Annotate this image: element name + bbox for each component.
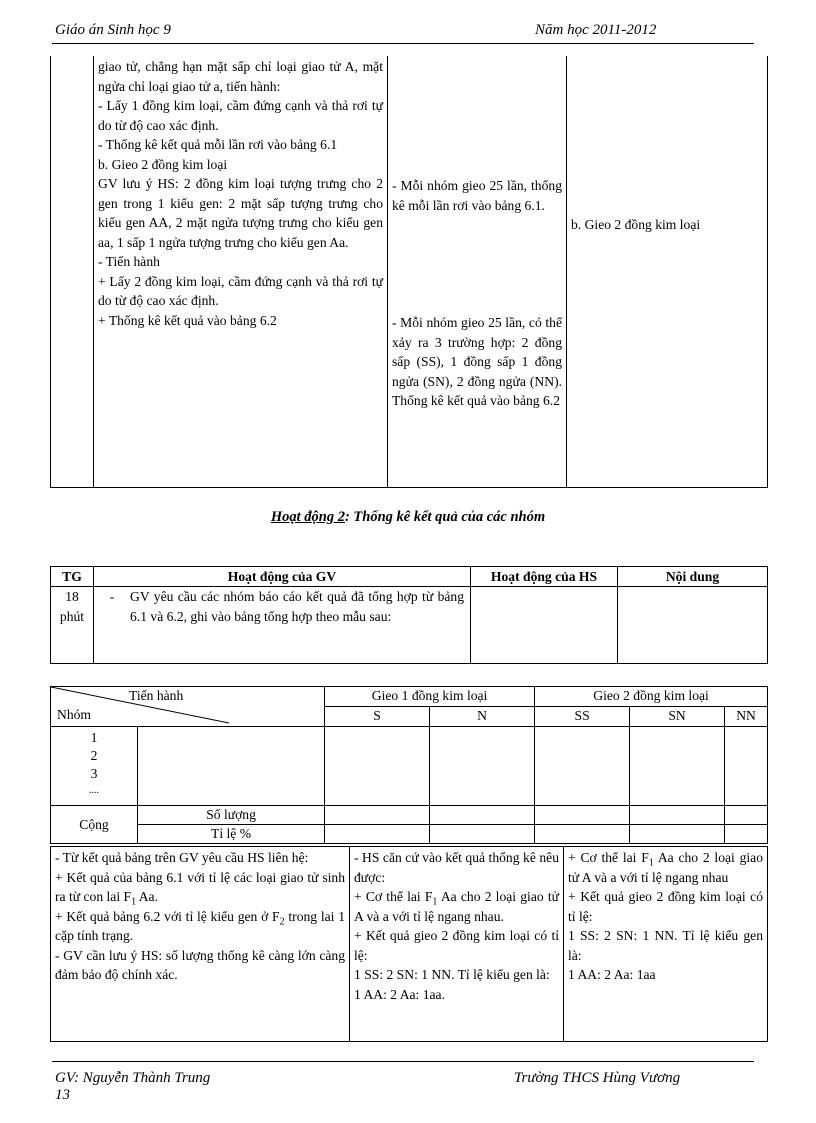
group-row: 3 <box>90 766 98 781</box>
data-cell <box>630 806 725 825</box>
data-cell <box>325 825 430 844</box>
gv-text-line: giao tử, chẳng hạn mặt sấp chỉ loại giao tử A, mặt ngửa chỉ loại giao tử a, tiến hành: <box>98 59 383 94</box>
hs-line-text: + Cơ thể lai F <box>354 889 433 904</box>
nd-line-text: Aa cho 2 loại giao tử A và a với tỉ lệ ngang nhau <box>568 850 763 885</box>
gv-text-line: - Thống kê kết quả mỗi lần rơi vào bảng 6.1 <box>98 137 338 152</box>
content-text: b. Gieo 2 đồng kim loại <box>571 217 701 232</box>
gv-line: - GV cần lưu ý HS: số lượng thống kê càng lớn càng đảm bảo độ chính xác. <box>55 947 345 982</box>
group-row: .... <box>89 785 99 796</box>
data-cell <box>325 806 430 825</box>
nd-line-text: + Cơ thể lai F <box>568 850 649 865</box>
gv-text-line: GV lưu ý HS: 2 đồng kim loại tượng trưng cho 2 gen trong 1 kiểu gen: 2 mặt sấp tượng trưng cho kiểu gen AA, 2 mặt ngửa tượng trưng cho kiểu gen aa, 1 sấp 1 ngửa tượng trưng cho kiểu gen Aa. <box>98 176 383 250</box>
hs-line: - HS căn cứ vào kết quả thống kê nêu được: <box>354 850 559 885</box>
group-row: 1 <box>90 730 98 745</box>
hs-text-b: - Mỗi nhóm gieo 25 lần, có thể xảy ra 3 trường hợp: 2 đồng sấp (SS), 1 đồng sấp 1 đồng ngửa (SN), 2 đồng ngửa (NN). Thống kê kết quả vào bảng 6.2 <box>392 315 562 408</box>
activity-table <box>50 566 768 664</box>
total-percent-label: Tỉ lệ % <box>138 825 325 844</box>
footer-school: Trường THCS Hùng Vương <box>514 1070 681 1086</box>
section-title <box>0 509 816 526</box>
data-cell <box>535 806 630 825</box>
header-gv: Hoạt động của GV <box>94 567 471 587</box>
data-cell <box>725 825 768 844</box>
subscript: 1 <box>648 857 654 869</box>
gv-text-line: + Lấy 2 đồng kim loại, cầm đứng cạnh và thả rơi tự do từ độ cao xác định. <box>98 273 383 308</box>
data-cell <box>630 727 725 806</box>
subscript: 1 <box>131 896 137 908</box>
section-title-text: : Thống kê kết quả của các nhóm <box>344 509 546 525</box>
header-subject: Giáo án Sinh học 9 <box>55 22 171 38</box>
gv-text-line: - Tiến hành <box>98 254 160 269</box>
time-value <box>51 587 94 664</box>
col-ss: SS <box>535 707 630 727</box>
bullet: - <box>109 589 115 604</box>
hs-activity <box>471 587 618 664</box>
gv-line: - Từ kết quả bảng trên GV yêu cầu HS liên hệ: <box>55 850 309 865</box>
group-numbers <box>51 727 138 806</box>
time-text: 18 phút <box>59 589 85 624</box>
gv-text-line: b. Gieo 2 đồng kim loại <box>98 156 228 172</box>
gv-text-line: - Lấy 1 đồng kim loại, cầm đứng cạnh và thả rơi tự do từ độ cao xác định. <box>98 98 383 133</box>
subscript: 2 <box>279 916 285 928</box>
total-label: Cộng <box>51 806 138 844</box>
group-row: 2 <box>90 748 98 763</box>
subscript: 1 <box>432 896 438 908</box>
nd-line: 1 SS: 2 SN: 1 NN. Tỉ lệ kiểu gen là: <box>568 928 763 963</box>
col-s: S <box>325 707 430 727</box>
gv-discussion <box>51 847 350 1042</box>
data-cell <box>430 825 535 844</box>
data-cell <box>325 727 430 806</box>
discussion-table <box>50 846 768 1042</box>
col-sn: SN <box>630 707 725 727</box>
data-cell <box>430 806 535 825</box>
hs-line: + Kết quả gieo 2 đồng kim loại có tỉ lệ: <box>354 928 559 963</box>
nd-line: + Kết quả gieo 2 đồng kim loại có tỉ lệ: <box>568 889 763 924</box>
gv-line-text: Aa. <box>136 889 158 904</box>
footer-teacher: GV: Nguyễn Thành Trung <box>55 1070 211 1086</box>
gv-activity <box>94 587 471 664</box>
gv-line <box>55 868 345 907</box>
teacher-activity-cell <box>94 56 388 488</box>
hs-discussion <box>350 847 564 1042</box>
corner-top-label: Tiến hành <box>129 688 184 703</box>
continuation-table <box>50 56 768 488</box>
blank-cell <box>138 727 325 806</box>
stats-table <box>50 686 768 844</box>
group2-header: Gieo 2 đồng kim loại <box>535 687 768 707</box>
col-nn: NN <box>725 707 768 727</box>
content-cell <box>567 56 768 488</box>
col-n: N <box>430 707 535 727</box>
group1-header: Gieo 1 đồng kim loại <box>325 687 535 707</box>
content-discussion <box>564 847 768 1042</box>
data-cell <box>535 825 630 844</box>
time-cell <box>51 56 94 488</box>
gv-line-text: + Kết quả bảng 6.2 với tỉ lệ kiểu gen ở F <box>55 908 280 924</box>
header-rule <box>52 43 754 44</box>
hs-line: 1 AA: 2 Aa: 1aa. <box>354 986 445 1002</box>
gv-line-text: + Kết quả của bảng 6.1 với tỉ lệ các loại giao tử sinh ra từ con lai F <box>55 869 345 904</box>
gv-text-line: + Thống kê kết quả vào bảng 6.2 <box>98 312 277 328</box>
data-cell <box>630 825 725 844</box>
nd-line <box>568 848 763 887</box>
nd-line: 1 AA: 2 Aa: 1aa <box>568 967 656 982</box>
data-cell <box>535 727 630 806</box>
section-title-label: Hoạt động 2 <box>270 509 345 525</box>
data-cell <box>725 727 768 806</box>
data-cell <box>430 727 535 806</box>
hs-line: 1 SS: 2 SN: 1 NN. Tỉ lệ kiểu gen là: <box>354 967 550 982</box>
content <box>618 587 768 664</box>
corner-bottom-label: Nhóm <box>57 707 91 722</box>
page-number: 13 <box>55 1087 70 1103</box>
student-activity-cell <box>388 56 567 488</box>
gv-line-text: trong lai 1 cặp tính trạng. <box>55 908 345 943</box>
hs-text-a: - Mỗi nhóm gieo 25 lần, thống kê mỗi lần rơi vào bảng 6.1. <box>392 178 562 213</box>
hs-line <box>354 887 559 926</box>
gv-line <box>55 907 345 946</box>
header-hs: Hoạt động của HS <box>471 567 618 587</box>
header-school-year: Năm học 2011-2012 <box>535 22 657 38</box>
hs-line-text: Aa cho 2 loại giao tử A và a với tỉ lệ ngang nhau. <box>354 889 559 924</box>
footer-rule <box>52 1061 754 1062</box>
header-tg: TG <box>51 567 94 587</box>
gv-activity-text: GV yêu cầu các nhóm báo cáo kết quả đã tổng hợp từ bảng 6.1 và 6.2, ghi vào bảng tổng hợp theo mẫu sau: <box>130 589 464 624</box>
total-count-label: Số lượng <box>138 806 325 825</box>
header-content: Nội dung <box>618 567 768 587</box>
data-cell <box>725 806 768 825</box>
corner-cell <box>51 687 325 727</box>
